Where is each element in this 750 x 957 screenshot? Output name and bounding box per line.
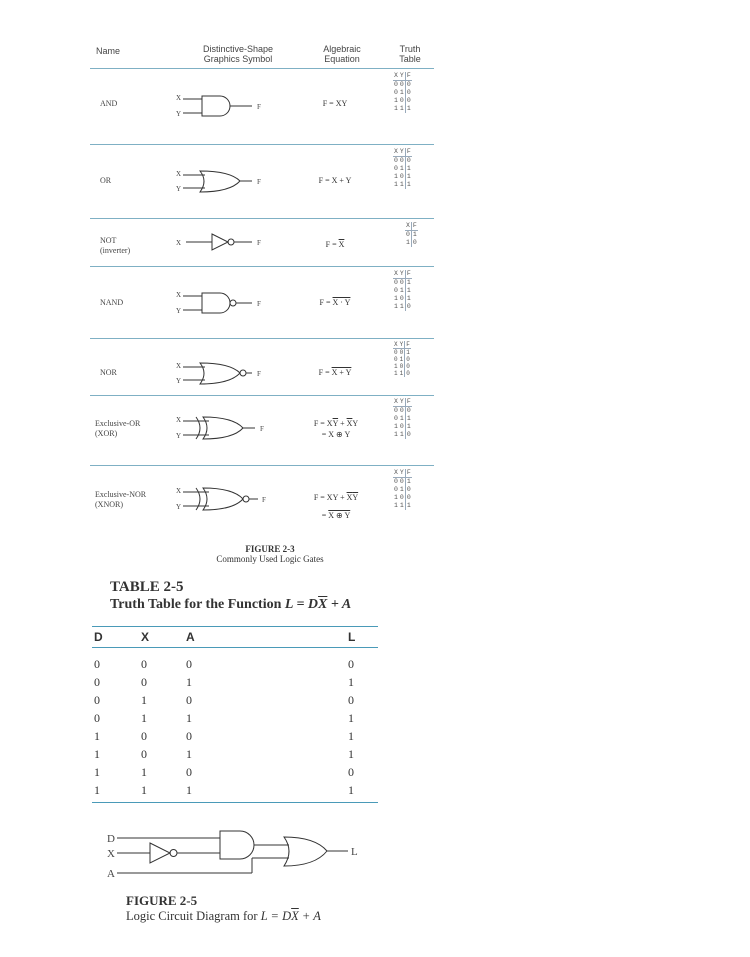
gate-name-or: OR [100,176,112,185]
header-name: Name [96,46,121,56]
equation-xnor: F = XY + $\overline{X}\overline{Y}$ = X ⊕ Y [313,493,359,520]
svg-text:X: X [176,362,182,370]
header-truth-table: Truth Table [399,44,421,64]
truth-table-nand: X Y F 0 0 1 0 1 1 1 0 1 1 1 0 [394,270,411,310]
label-a: A [107,868,115,880]
equation-or: F = X + Y [318,176,352,185]
col-header-x: X [140,627,185,648]
equation-and: F = XY [322,99,348,108]
inverter-gate-icon [150,843,170,863]
svg-text:Y: Y [176,185,182,193]
table-2-5-title: TABLE 2-5 [110,579,184,595]
table-row: 0 0 0 0 [94,657,354,671]
equation-nand: F = X · Y [319,298,351,307]
table-row: 0 1 0 0 [94,693,354,707]
table-row: 1 0 0 1 [94,729,354,743]
gate-name-xnor: Exclusive-NOR (XNOR) [95,490,147,509]
truth-table-not: X F 0 1 1 0 [406,222,417,246]
label-l: L [351,846,358,858]
table-row: 1 0 1 1 [94,747,354,761]
svg-text:F: F [257,178,261,186]
truth-table-xnor: X Y F 0 0 1 0 1 0 1 0 0 1 1 1 [394,469,411,509]
figure-2-5-caption: Logic Circuit Diagram for $L = D\overline{X} + A$ [126,909,321,923]
col-header-a: A [185,627,347,648]
truth-table-xor: X Y F 0 0 0 0 1 1 1 0 1 1 1 0 [394,398,411,438]
svg-text:X: X [176,416,182,424]
svg-text:F: F [257,103,261,111]
svg-text:X: X [176,291,182,299]
svg-text:F: F [257,370,261,378]
gate-name-nor: NOR [100,368,117,377]
label-x: X [107,848,115,860]
svg-text:X: X [176,170,182,178]
table-row: 0 0 1 1 [94,675,354,689]
table-row: 1 1 1 1 [92,781,378,803]
svg-text:F: F [262,496,266,504]
col-header-l: L [347,627,378,648]
col-header-d: D [92,627,140,648]
table-2-5-subtitle: Truth Table for the Function $L = D\overline{X} + A$ [110,597,352,612]
svg-text:Y: Y [176,110,182,118]
gate-name-not: NOT (inverter) [100,236,131,255]
header-symbol: Distinctive-Shape Graphics Symbol [202,44,274,64]
equation-not: $F = \overline{X}$ [325,240,345,249]
figure-2-3-caption: FIGURE 2-3 Commonly Used Logic Gates [216,544,324,564]
gate-name-nand: NAND [100,298,124,307]
and-gate-icon [220,831,254,859]
label-d: D [107,833,115,845]
figure-2-5-title: FIGURE 2-5 [126,893,198,908]
svg-text:Y: Y [176,503,182,511]
svg-text:X: X [176,487,182,495]
equation-xor: $F = X\overline{Y} + \overline{X}Y$ = X ⊕ Y [313,419,359,439]
table-row: 0 1 1 1 [94,711,354,725]
svg-text:X: X [176,239,182,247]
truth-table-nor: X Y F 0 0 1 0 1 0 1 0 0 1 1 0 [394,341,410,377]
svg-text:Y: Y [176,307,182,315]
or-gate-icon [284,837,327,866]
truth-table-and: X Y F 0 0 0 0 1 0 1 0 0 1 1 1 [394,72,411,112]
svg-text:Y: Y [176,432,182,440]
svg-text:F: F [260,425,264,433]
svg-text:X: X [176,94,182,102]
header-equation: Algebraic Equation [323,44,361,64]
gate-name-and: AND [100,99,118,108]
table-row: 1 1 0 0 [94,765,354,779]
gate-name-xor: Exclusive-OR (XOR) [95,419,141,438]
equation-nor: F = X + Y [318,368,352,377]
svg-text:F: F [257,300,261,308]
svg-text:Y: Y [176,377,182,385]
truth-table-or: X Y F 0 0 0 0 1 1 1 0 1 1 1 1 [394,148,411,188]
svg-text:F: F [257,239,261,247]
